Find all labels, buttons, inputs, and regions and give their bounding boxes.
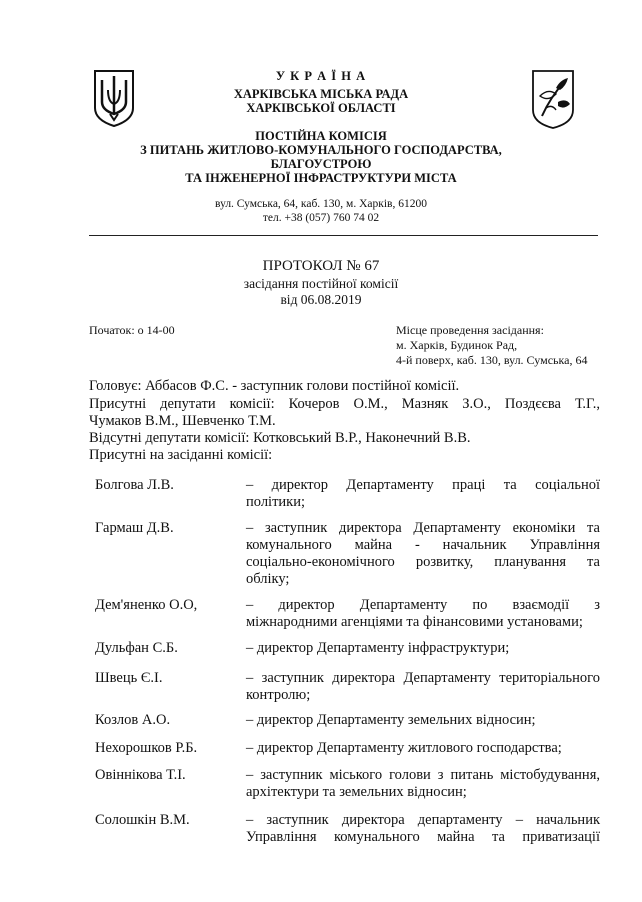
chair-line: Головує: Аббасов Ф.С. - заступник голови постійної комісії. — [89, 378, 460, 394]
protocol-title: ПРОТОКОЛ № 67 — [262, 258, 380, 274]
commission-title-line1: ПОСТІЙНА КОМІСІЯ — [255, 129, 387, 143]
commission-title-line3: БЛАГОУСТРОЮ — [270, 157, 372, 171]
protocol-date: від 06.08.2019 — [280, 292, 362, 307]
attendee-role-line: контролю; — [246, 687, 311, 703]
council-name-line2: ХАРКІВСЬКОЇ ОБЛАСТІ — [246, 101, 396, 115]
present-deputies-line1: Присутні депутати комісії: Кочеров О.М., Мазняк З.О., Поздєєва Т.Г., — [89, 396, 600, 412]
country-name: У К Р А Ї Н А — [275, 69, 367, 83]
place-line1: м. Харків, Будинок Рад, — [396, 338, 518, 352]
attendee-name: Козлов А.О. — [95, 712, 171, 728]
attendee-role-line: – директор Департаменту житлового господарства; — [246, 740, 562, 756]
attendee-role-line: – заступник директора департаменту – начальник — [246, 812, 600, 828]
place-line2: 4-й поверх, каб. 130, вул. Сумська, 64 — [396, 353, 588, 367]
attendee-name: Солошкін В.М. — [95, 812, 190, 828]
attendee-role-line: обліку; — [246, 571, 290, 587]
attendee-role-line: – директор Департаменту земельних відносин; — [246, 712, 536, 728]
attendee-role-line: – директор Департаменту праці та соціальної — [246, 477, 600, 493]
attendee-role-line: архітектури та земельних відносин; — [246, 784, 467, 800]
attendee-name: Овіннікова Т.І. — [95, 767, 186, 783]
attendee-role-line: комунального майна - начальник Управління — [246, 537, 600, 553]
commission-title-line2: З ПИТАНЬ ЖИТЛОВО-КОМУНАЛЬНОГО ГОСПОДАРСТВА, — [140, 143, 502, 157]
attendee-name: Гармаш Д.В. — [95, 520, 174, 536]
address: вул. Сумська, 64, каб. 130, м. Харків, 61200 — [215, 198, 427, 210]
attendee-name: Болгова Л.В. — [95, 477, 174, 493]
attendee-name: Дем'яненко О.О, — [95, 597, 198, 613]
protocol-subtitle: засідання постійної комісії — [243, 276, 399, 291]
attendee-role-line: політики; — [246, 494, 306, 510]
attendee-role-line: соціально-економічного розвитку, планування та — [246, 554, 600, 570]
present-deputies-line2: Чумаков В.М., Шевченко Т.М. — [89, 413, 276, 429]
attendee-role-line: – заступник директора Департаменту економіки та — [246, 520, 600, 536]
attendee-role-line: Управління комунального майна та приватизації — [246, 829, 600, 845]
attendee-name: Нехорошков Р.Б. — [95, 740, 198, 756]
attendee-role-line: – директор Департаменту інфраструктури; — [246, 640, 510, 656]
place-label: Місце проведення засідання: — [396, 323, 544, 337]
attendee-role-line: – заступник директора Департаменту територіального — [246, 670, 600, 686]
commission-title-line4: ТА ІНЖЕНЕРНОЇ ІНФРАСТРУКТУРИ МІСТА — [185, 171, 457, 185]
attendee-role-line: – директор Департаменту по взаємодії з — [246, 597, 600, 613]
attendee-role-line: – заступник міського голови з питань містобудування, — [246, 767, 600, 783]
attendees-heading: Присутні на засіданні комісії: — [89, 447, 273, 463]
attendee-role-line: міжнародними агенціями та фінансовими установами; — [246, 614, 583, 630]
attendee-name: Швець Є.І. — [95, 670, 163, 686]
attendee-name: Дульфан С.Б. — [95, 640, 178, 656]
absent-deputies: Відсутні депутати комісії: Котковський В.Р., Наконечний В.В. — [89, 430, 471, 446]
header-divider — [89, 235, 598, 236]
phone: тел. +38 (057) 760 74 02 — [262, 212, 380, 224]
start-time: Початок: о 14-00 — [89, 323, 175, 337]
council-name-line1: ХАРКІВСЬКА МІСЬКА РАДА — [233, 87, 409, 101]
